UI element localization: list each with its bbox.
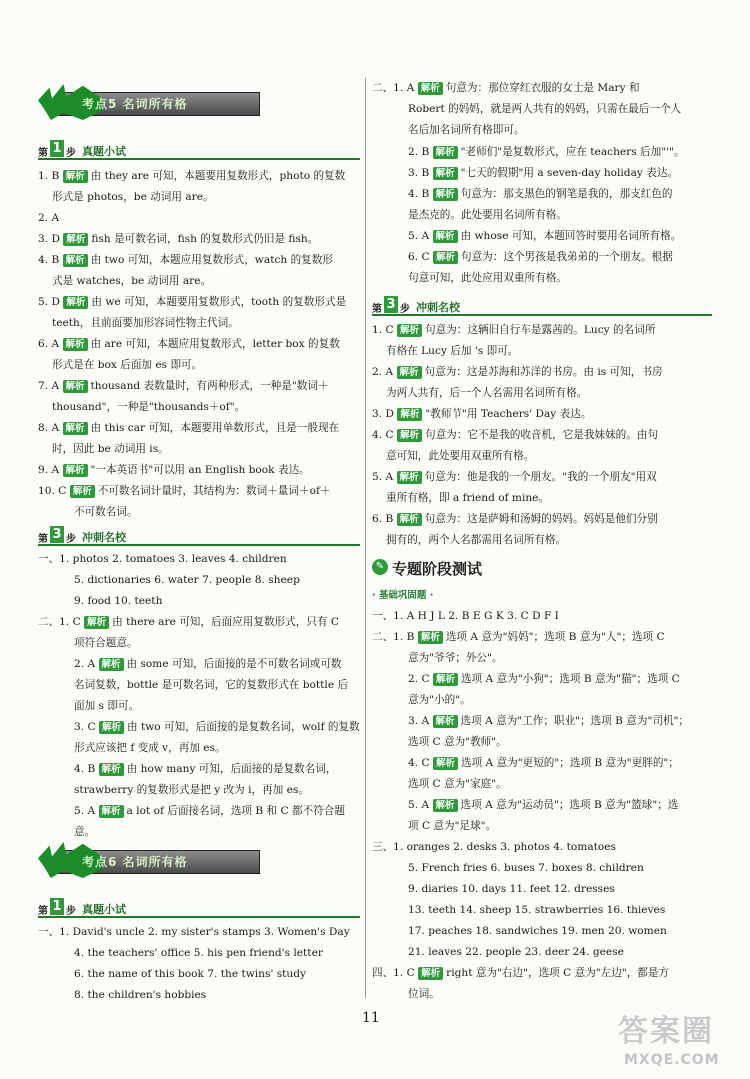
answer-line: 式是 watches，be 动词用 are。 <box>52 275 212 287</box>
answer-line: 6. A 解析 由 are 可知，本题应用复数形式，letter box 的复数 <box>38 338 340 350</box>
answer-line: 4. B 解析 由 two 可知，本题应用复数形式，watch 的复数形 <box>38 254 333 266</box>
answer-line: 3. C 解析 由 two 可知，后面接的是复数名词，wolf 的复数 <box>74 721 360 733</box>
kaodian-banner-1: 考点5 名词所有格 <box>38 84 260 120</box>
answer-line: 二、1. C 解析 由 there are 可知，后面应用复数形式，只有 C <box>38 616 339 628</box>
answer-line: 选项 C 意为"教师"。 <box>408 736 507 748</box>
step-header-1: 第 1 步 真题小试 <box>38 140 360 160</box>
answer-line: 4. the teachers' office 5. his pen friend's letter <box>74 947 323 959</box>
answer-line: 8. A 解析 由 this car 可知，本题要用单数形式，且是一般现在 <box>38 422 340 434</box>
answer-line: 重所有格，即 a friend of mine。 <box>386 492 550 504</box>
answer-line: 意为"爷爷；外公"。 <box>408 652 503 664</box>
answer-line: 2. A 解析 句意为：这是苏海和苏洋的书房。由 is 可知，书房 <box>372 366 663 378</box>
answer-line: 6. the name of this book 7. the twins' study <box>74 968 307 980</box>
answer-line: 1. B 解析 由 they are 可知，本题要用复数形式，photo 的复数 <box>38 170 346 182</box>
step-header-3: 第 3 步 冲刺名校 <box>38 526 360 546</box>
answer-line: 意为"小的"。 <box>408 694 471 706</box>
answer-line: 项符合题意。 <box>74 637 138 649</box>
answer-line: strawberry 的复数形式是把 y 改为 i，再加 es。 <box>74 784 309 796</box>
answer-line: 名后加名词所有格即可。 <box>408 124 525 136</box>
answer-line: 6. B 解析 句意为：这是萨姆和汤姆的妈妈。妈妈是他们分别 <box>372 513 658 525</box>
answer-line: 2. C 解析 选项 A 意为"小狗"；选项 B 意为"猫"；选项 C <box>408 673 680 685</box>
answer-line: 7. A 解析 thousand 表数量时，有两种形式，一种是"数词＋ <box>38 380 329 392</box>
answer-line: 4. B 解析 句意为：那支黑色的钢笔是我的，那支红色的 <box>408 188 673 200</box>
answer-line: 10. C 解析 不可数名词计量时，其结构为：数词＋量词＋of＋ <box>38 485 331 497</box>
answer-line: 2. A <box>38 212 60 224</box>
answer-line: 形式是在 box 后面加 es 即可。 <box>52 359 203 371</box>
answer-line: thousand"，一种是"thousands＋of"。 <box>52 401 246 413</box>
answer-line: 1. C 解析 句意为：这辆旧自行车是露茜的。Lucy 的名词所 <box>372 324 656 336</box>
answer-line: 6. C 解析 句意为：这个男孩是我弟弟的一个朋友。根据 <box>408 251 673 263</box>
answer-line: 意。 <box>74 826 96 838</box>
answer-line: 选项 C 意为"家庭"。 <box>408 778 507 790</box>
answer-line: 5. dictionaries 6. water 7. people 8. sheep <box>74 574 300 586</box>
answer-line: 4. B 解析 由 how many 可知，后面接的是复数名词， <box>74 763 337 775</box>
answer-line: 5. French fries 6. buses 7. boxes 8. children <box>408 862 644 874</box>
answer-line: 为两人共有，后一个人名需用名词所有格。 <box>386 387 588 399</box>
answer-line: 二、1. B 解析 选项 A 意为"妈妈"；选项 B 意为"人"；选项 C <box>372 631 665 643</box>
answer-line: 17. peaches 18. sandwiches 19. men 20. women <box>408 925 667 937</box>
answer-line: 2. B 解析 "老师们"是复数形式，应在 teachers 后加"'"。 <box>408 146 685 158</box>
answer-line: 2. A 解析 由 some 可知，后面接的是不可数名词或可数 <box>74 658 342 670</box>
column-divider <box>365 78 366 998</box>
answer-line: 3. B 解析 "七天的假期"用 a seven-day holiday 表达。 <box>408 167 679 179</box>
answer-line: 有格在 Lucy 后加 's 即可。 <box>386 345 519 357</box>
answer-line: 位词。 <box>408 988 440 1000</box>
answer-line: 意可知，此处要用双重所有格。 <box>386 450 535 462</box>
answer-line: 一、1. David's uncle 2. my sister's stamps 3. Women's Day <box>38 926 350 938</box>
answer-line: 形式是 photos，be 动词用 are。 <box>52 191 214 203</box>
answer-line: Robert 的妈妈，就是两人共有的妈妈，只需在最后一个人 <box>408 103 682 115</box>
answer-line: 4. C 解析 句意为：它不是我的收音机，它是我妹妹的。由句 <box>372 429 659 441</box>
answer-line: 三、1. oranges 2. desks 3. photos 4. tomatoes <box>372 841 616 853</box>
answer-line: 3. D 解析 "教师节"用 Teachers' Day 表达。 <box>372 408 592 420</box>
watermark-logo: 答案圈 MXQE.COM <box>618 1014 720 1068</box>
answer-line: 二、1. A 解析 句意为：那位穿红衣服的女士是 Mary 和 <box>372 82 640 94</box>
answer-line: 一、1. photos 2. tomatoes 3. leaves 4. children <box>38 553 287 565</box>
answer-line: 21. leaves 22. people 23. deer 24. geese <box>408 946 624 958</box>
answer-line: 3. D 解析 fish 是可数名词，fish 的复数形式仍旧是 fish。 <box>38 233 319 245</box>
answer-line: 项 C 意为"足球"。 <box>408 820 497 832</box>
step-header-3-right: 第 3 步 冲刺名校 <box>372 296 712 316</box>
answer-line: 4. C 解析 选项 A 意为"更短的"；选项 B 意为"更胖的"； <box>408 757 679 769</box>
step-header-1b: 第 1 步 真题小试 <box>38 898 360 918</box>
answer-line: 13. teeth 14. sheep 15. strawberries 16. thieves <box>408 904 666 916</box>
answer-line: 形式应该把 f 变成 v，再加 es。 <box>74 742 226 754</box>
answer-line: 四、1. C 解析 right 意为"右边"，选项 C 意为"左边"，都是方 <box>372 967 670 979</box>
answer-line: 句意可知，此处应用双重所有格。 <box>408 272 567 284</box>
answer-line: 面加 s 即可。 <box>74 700 140 712</box>
answer-line: 5. A 解析 a lot of 后面接名词，选项 B 和 C 都不符合题 <box>74 805 345 817</box>
answer-line: teeth，且前面要加形容词性物主代词。 <box>52 317 239 329</box>
answer-line: 9. diaries 10. days 11. feet 12. dresses <box>408 883 615 895</box>
answer-line: 3. A 解析 选项 A 意为"工作；职业"；选项 B 意为"司机"； <box>408 715 690 727</box>
answer-line: 拥有的，两个人名都需用名词所有格。 <box>386 534 567 546</box>
answer-line: 5. A 解析 选项 A 意为"运动员"；选项 B 意为"篮球"；选 <box>408 799 679 811</box>
answer-line: 是杰克的。此处要用名词所有格。 <box>408 209 567 221</box>
answer-line: 8. the children's hobbies <box>74 989 207 1001</box>
answer-line: 时，因此 be 动词用 is。 <box>52 443 169 455</box>
test-icon: ✎ <box>372 559 388 575</box>
answer-line: 一、1. A H J L 2. B E G K 3. C D F I <box>372 610 559 622</box>
kaodian-banner-2: 考点6 名词所有格 <box>38 842 260 878</box>
subsection-label: · 基础巩固题 · <box>372 590 434 601</box>
page-number: 11 <box>362 1010 380 1026</box>
answer-line: 9. food 10. teeth <box>74 595 163 607</box>
answer-line: 5. A 解析 句意为：他是我的一个朋友。"我的一个朋友"用双 <box>372 471 657 483</box>
answer-line: 5. D 解析 由 we 可知，本题要用复数形式，tooth 的复数形式是 <box>38 296 347 308</box>
answer-line: 5. A 解析 由 whose 可知，本题回答时要用名词所有格。 <box>408 230 682 242</box>
answer-line: 名词复数，bottle 是可数名词，它的复数形式在 bottle 后 <box>74 679 349 691</box>
answer-line: 不可数名词。 <box>74 506 138 518</box>
answer-line: 9. A 解析 "一本英语书"可以用 an English book 表达。 <box>38 464 310 476</box>
